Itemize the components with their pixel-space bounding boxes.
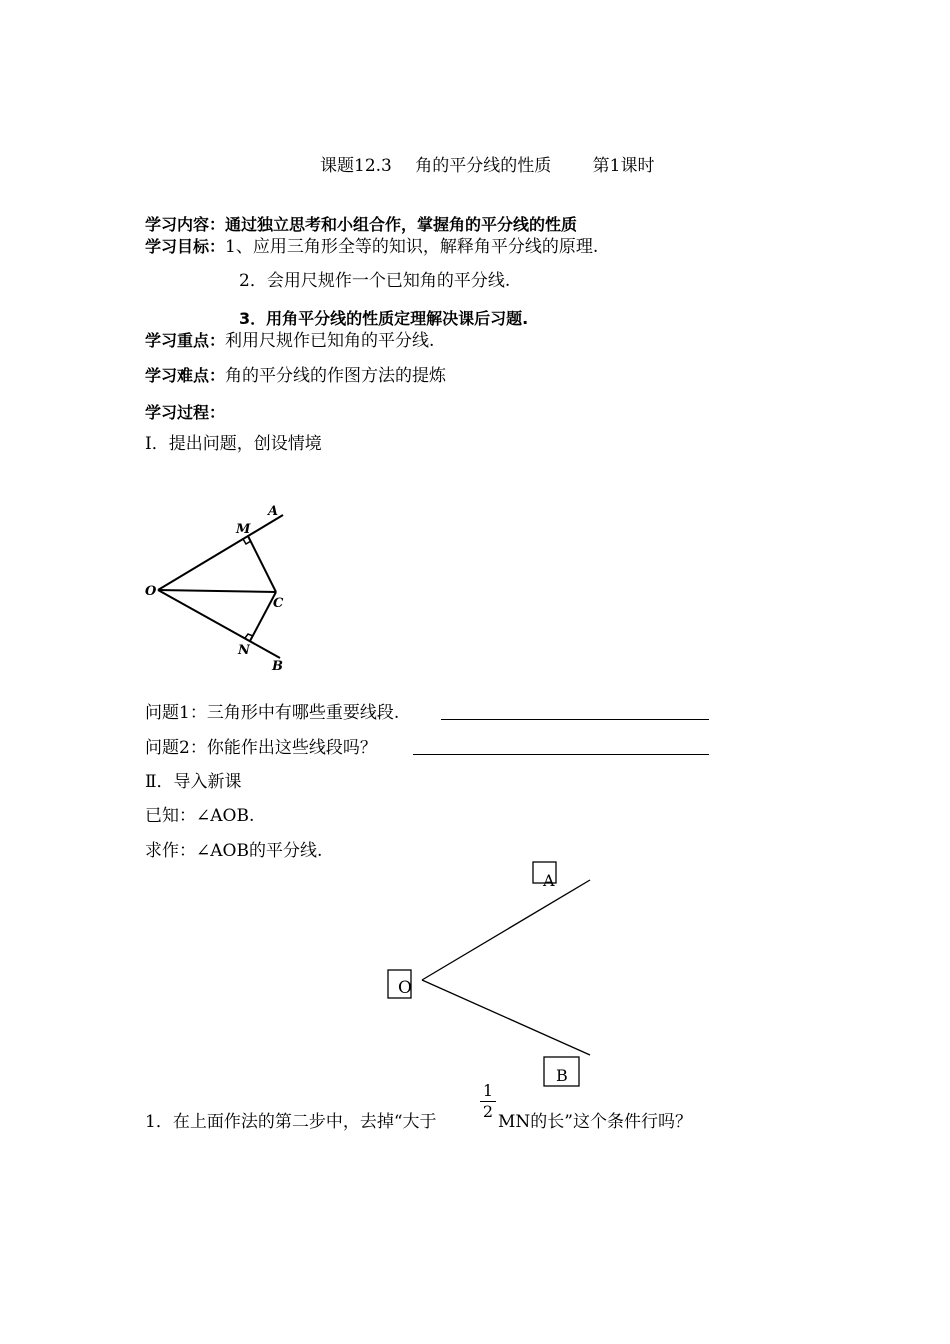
content-text: 通过独立思考和小组合作，掌握角的平分线的性质 [225,215,578,234]
answer-blank-2[interactable] [413,754,709,755]
goal-item-3: 3．用角平分线的性质定理解决课后习题. [239,309,529,328]
question-2: 问题2：你能作出这些线段吗？ [145,738,377,758]
focus-text: 利用尺规作已知角的平分线. [225,331,435,351]
answer-blank-1[interactable] [441,719,709,720]
label-n: N [238,643,250,658]
difficulty-label: 学习难点： [145,366,226,385]
given-statement: 已知：∠AOB. [145,806,255,826]
fraction-numerator: 1 [482,1081,494,1100]
difficulty-text: 角的平分线的作图方法的提炼 [225,366,447,386]
section1-title: Ⅰ．提出问题，创设情境 [145,434,322,454]
label-m: M [236,522,251,537]
focus-label: 学习重点： [145,331,226,350]
ray-oa [158,515,283,590]
segment-oc [158,590,276,592]
process-label: 学习过程： [145,403,226,422]
content-label: 学习内容： [145,215,226,234]
label-a: A [268,504,279,519]
label-c: C [273,596,284,611]
ray-ob [158,590,280,658]
label-b: B [272,659,283,674]
construct-statement: 求作：∠AOB的平分线. [145,841,323,861]
fraction-one-half [480,1082,496,1121]
label2-b: B [556,1066,568,1085]
fraction-denominator: 2 [482,1102,494,1121]
label2-a: A [543,871,555,890]
question-3-suffix: MN的长”这个条件行吗？ [498,1112,692,1132]
label-o: O [145,584,157,599]
lesson-period: 第1课时 [592,156,655,176]
ray2-ob [422,980,590,1055]
segment-mc [248,536,276,592]
question-1: 问题1：三角形中有哪些重要线段. [145,703,400,723]
goals-label: 学习目标： [145,237,226,256]
ray2-oa [422,880,590,980]
lesson-topic: 角的平分线的性质 [415,156,552,176]
question-3-prefix: 1．在上面作法的第二步中，去掉“大于 [145,1112,437,1132]
goal-item-2: 2．会用尺规作一个已知角的平分线. [239,271,511,291]
section2-title: Ⅱ．导入新课 [145,772,242,792]
lesson-number: 课题12.3 [320,156,392,176]
label2-o: O [398,978,412,998]
goal-item-1: 1、应用三角形全等的知识，解释角平分线的原理. [225,237,599,257]
